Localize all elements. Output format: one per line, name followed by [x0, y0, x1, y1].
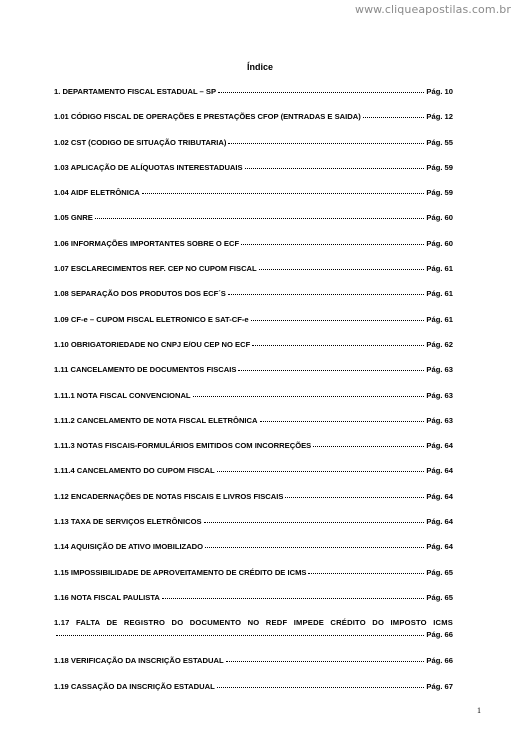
toc-entry-page: Pág. 59 — [426, 188, 453, 198]
toc-entry-label: 1.06 INFORMAÇÕES IMPORTANTES SOBRE O ECF — [54, 238, 240, 248]
toc-entry-page: Pág. 64 — [426, 542, 453, 552]
toc-entry-page: Pág. 66 — [426, 630, 453, 640]
dot-leader — [228, 293, 425, 295]
toc-entry[interactable] — [54, 213, 453, 238]
index-title: Índice — [246, 62, 273, 72]
dot-leader — [285, 496, 424, 498]
toc-entry[interactable] — [54, 517, 453, 542]
toc-entry-label: 1.17 FALTA DE REGISTRO DO DOCUMENTO NO REDF IMPEDE CRÉDITO DO IMPOSTO ICMS — [54, 618, 453, 628]
toc-entry-label: 1.05 GNRE — [54, 213, 93, 223]
toc-entry[interactable] — [54, 416, 453, 441]
dot-leader — [313, 445, 424, 447]
toc-entry-label: 1.16 NOTA FISCAL PAULISTA — [54, 592, 160, 602]
dot-leader — [204, 521, 425, 523]
dot-leader — [217, 470, 425, 472]
toc-entry-page: Pág. 61 — [426, 264, 453, 274]
toc-entry-page: Pág. 10 — [426, 87, 453, 96]
toc-entry-label: 1.07 ESCLARECIMENTOS REF. CEP NO CUPOM FISCAL — [54, 264, 257, 274]
page-number: 1 — [477, 706, 481, 715]
toc-entry-label: 1.11.4 CANCELAMENTO DO CUPOM FISCAL — [54, 466, 215, 476]
dot-leader — [217, 686, 425, 688]
dot-leader — [260, 420, 425, 422]
toc-entry-page: Pág. 12 — [426, 112, 453, 122]
toc-entry-label: 1.11.1 NOTA FISCAL CONVENCIONAL — [54, 390, 191, 400]
toc-entry-page: Pág. 62 — [426, 339, 453, 349]
dot-leader — [228, 142, 424, 144]
toc-entry-label: 1.19 CASSAÇÃO DA INSCRIÇÃO ESTADUAL — [54, 681, 215, 691]
toc-entry-page: Pág. 64 — [426, 466, 453, 476]
dot-leader — [259, 268, 425, 270]
toc-entry[interactable] — [54, 492, 453, 517]
toc-entry[interactable] — [54, 239, 453, 264]
toc-entry-label: 1. DEPARTAMENTO FISCAL ESTADUAL – SP — [54, 87, 217, 96]
dot-leader — [252, 344, 424, 346]
toc-entry-label: 1.08 SEPARAÇÃO DOS PRODUTOS DOS ECF´S — [54, 289, 226, 299]
toc-entry-page: Pág. 63 — [426, 390, 453, 400]
dot-leader — [241, 243, 424, 245]
toc-entry-page: Pág. 66 — [426, 656, 453, 666]
toc-entry[interactable] — [54, 289, 453, 314]
toc-entry[interactable] — [54, 138, 453, 163]
toc-entry[interactable] — [54, 188, 453, 213]
toc-entry-label: 1.04 AIDF ELETRÔNICA — [54, 188, 140, 198]
toc-entry-label: 1.18 VERIFICAÇÃO DA INSCRIÇÃO ESTADUAL — [54, 656, 224, 666]
toc-entry-page: Pág. 65 — [426, 592, 453, 602]
toc-entry-label: 1.09 CF-e – CUPOM FISCAL ELETRONICO E SAT-CF-e — [54, 314, 249, 324]
toc-entry[interactable] — [54, 264, 453, 289]
toc-entry[interactable] — [54, 87, 453, 112]
toc-entry-label: 1.11.2 CANCELAMENTO DE NOTA FISCAL ELETRÔNICA — [54, 415, 258, 425]
toc-entry-page: Pág. 67 — [426, 681, 453, 691]
toc-entry-page: Pág. 64 — [426, 517, 453, 527]
toc-entry-page: Pág. 65 — [426, 567, 453, 577]
watermark-url: www.cliqueapostilas.com.br — [354, 3, 511, 16]
toc-entry-label: 1.12 ENCADERNAÇÕES DE NOTAS FISCAIS E LIVROS FISCAIS — [54, 491, 284, 501]
toc-entry-page: Pág. 63 — [426, 365, 453, 375]
toc-entry-label: 1.15 IMPOSSIBILIDADE DE APROVEITAMENTO DE CRÉDITO DE ICMS — [54, 567, 307, 577]
toc-entry-label: 1.02 CST (CODIGO DE SITUAÇÃO TRIBUTARIA) — [54, 137, 227, 147]
toc-entry-page: Pág. 61 — [426, 289, 453, 299]
toc-entry-label: 1.03 APLICAÇÃO DE ALÍQUOTAS INTERESTADUAIS — [54, 162, 243, 172]
toc-entry-label: 1.01 CÓDIGO FISCAL DE OPERAÇÕES E PRESTAÇÕES CFOP (ENTRADAS E SAIDA) — [54, 112, 361, 122]
toc-entry-continuation — [54, 630, 453, 639]
dot-leader — [218, 91, 424, 93]
toc-entry-page: Pág. 59 — [426, 162, 453, 172]
toc-entry-label: 1.13 TAXA DE SERVIÇOS ELETRÔNICOS — [54, 517, 202, 527]
toc-entry-page: Pág. 60 — [426, 238, 453, 248]
toc-entry[interactable] — [54, 618, 453, 656]
toc-entry[interactable] — [54, 441, 453, 466]
dot-leader — [205, 546, 424, 548]
toc-entry-label: 1.10 OBRIGATORIEDADE NO CNPJ E/OU CEP NO ECF — [54, 339, 251, 349]
toc-entry-label: 1.14 AQUISIÇÃO DE ATIVO IMOBILIZADO — [54, 542, 204, 552]
toc-entry-label: 1.11.3 NOTAS FISCAIS-FORMULÁRIOS EMITIDOS COM INCORREÇÕES — [54, 441, 312, 451]
toc-entry[interactable] — [54, 340, 453, 365]
table-of-contents — [54, 87, 453, 707]
dot-leader — [56, 634, 424, 636]
toc-entry-page: Pág. 64 — [426, 491, 453, 501]
dot-leader — [238, 369, 424, 371]
toc-entry[interactable] — [54, 656, 453, 681]
toc-entry[interactable] — [54, 391, 453, 416]
toc-entry-page: Pág. 64 — [426, 441, 453, 451]
dot-leader — [162, 597, 425, 599]
toc-entry[interactable] — [54, 163, 453, 188]
toc-entry[interactable] — [54, 112, 453, 137]
dot-leader — [193, 395, 425, 397]
toc-entry-page: Pág. 60 — [426, 213, 453, 223]
toc-entry[interactable] — [54, 542, 453, 567]
toc-entry[interactable] — [54, 682, 453, 707]
toc-entry[interactable] — [54, 315, 453, 340]
toc-entry-page: Pág. 55 — [426, 137, 453, 147]
dot-leader — [95, 217, 425, 219]
toc-entry[interactable] — [54, 466, 453, 491]
dot-leader — [245, 167, 425, 169]
toc-entry-page: Pág. 63 — [426, 415, 453, 425]
toc-entry-page: Pág. 61 — [426, 314, 453, 324]
dot-leader — [226, 660, 425, 662]
dot-leader — [251, 319, 425, 321]
dot-leader — [142, 192, 425, 194]
toc-entry[interactable] — [54, 568, 453, 593]
toc-entry[interactable] — [54, 593, 453, 618]
toc-entry[interactable] — [54, 365, 453, 390]
dot-leader — [363, 116, 425, 118]
dot-leader — [308, 572, 424, 574]
toc-entry-label: 1.11 CANCELAMENTO DE DOCUMENTOS FISCAIS — [54, 365, 237, 375]
